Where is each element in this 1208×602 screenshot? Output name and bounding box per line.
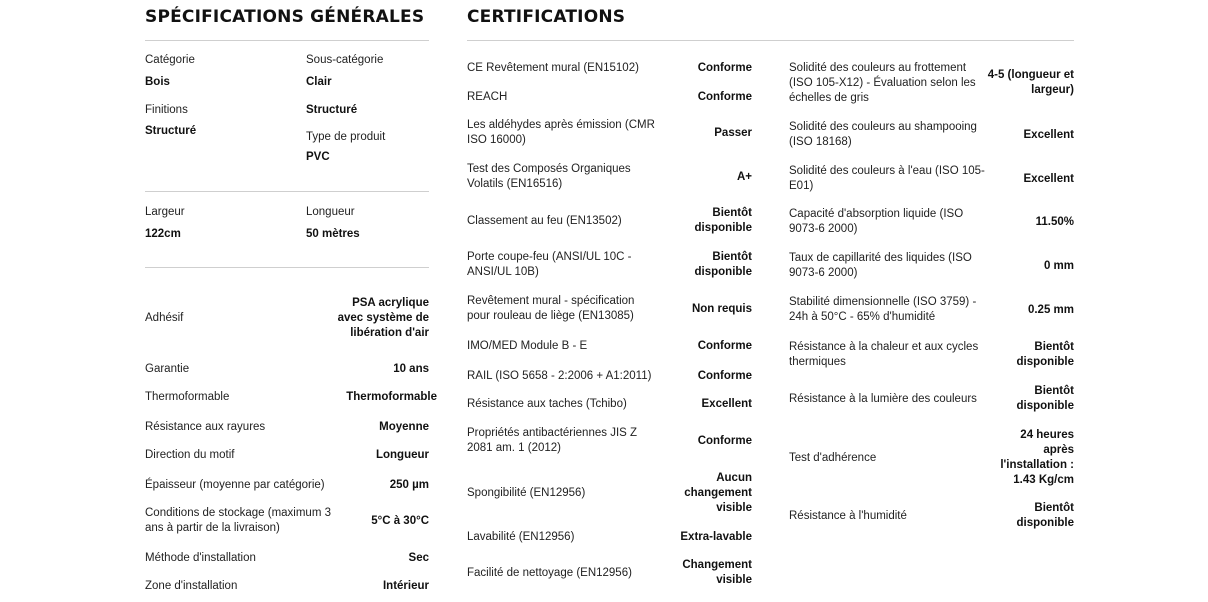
- spec-label: Adhésif: [145, 311, 184, 324]
- cert-label: Résistance aux taches (Tchibo): [467, 397, 627, 410]
- cert-row: [467, 206, 752, 236]
- cert-row: [789, 295, 1074, 325]
- spec-label: Thermoformable: [145, 390, 230, 403]
- divider: [467, 40, 1074, 41]
- cert-label: Test d'adhérence: [789, 451, 877, 464]
- spec-value: Sec: [408, 551, 429, 564]
- cert-label: Porte coupe-feu (ANSI/UL 10C - ANSI/UL 10B): [467, 251, 632, 278]
- divider: [145, 191, 429, 192]
- cert-label: Test des Composés Organiques Volatils (EN16516): [467, 163, 631, 190]
- cert-row: [789, 384, 1074, 414]
- cert-row: [467, 396, 752, 412]
- cert-row: [467, 529, 752, 545]
- spec-value: Longueur: [375, 448, 429, 461]
- cert-label: Résistance à la chaleur et aux cycles thermiques: [789, 341, 979, 368]
- finitions-value-right: Structuré: [306, 104, 358, 116]
- cert-label: Les aldéhydes après émission (CMR ISO 16000): [467, 119, 655, 146]
- spec-label: Épaisseur (moyenne par catégorie): [145, 478, 325, 491]
- cert-row: [467, 338, 752, 354]
- general-specs-title: SPÉCIFICATIONS GÉNÉRALES: [145, 7, 425, 27]
- spec-label: Résistance aux rayures: [145, 420, 266, 433]
- largeur-value: 122cm: [145, 228, 181, 240]
- cert-value: Aucun changement visible: [684, 471, 752, 514]
- cert-row: [467, 368, 752, 384]
- cert-row: [467, 558, 752, 588]
- cert-value: Conforme: [697, 369, 752, 382]
- spec-value: Intérieur: [382, 579, 429, 592]
- cert-label: Facilité de nettoyage (EN12956): [467, 566, 632, 579]
- cert-value: 24 heures après l'installation : 1.43 Kg/cm: [1000, 429, 1074, 486]
- cert-row: [789, 60, 1074, 106]
- type-produit-label: Type de produit: [306, 131, 386, 143]
- categorie-label: Catégorie: [145, 54, 195, 66]
- spec-row-direction: [145, 447, 429, 463]
- cert-value: 0 mm: [1043, 259, 1074, 272]
- cert-value: A+: [736, 170, 752, 183]
- cert-row: [789, 207, 1074, 237]
- largeur-label: Largeur: [145, 206, 185, 218]
- cert-label: REACH: [467, 90, 508, 103]
- divider: [145, 267, 429, 268]
- cert-label: Stabilité dimensionnelle (ISO 3759) - 24h à 50°C - 65% d'humidité: [789, 296, 977, 323]
- cert-value: 11.50%: [1035, 215, 1074, 228]
- cert-label: Taux de capillarité des liquides (ISO 9073-6 2000): [789, 252, 972, 279]
- spec-row-stockage: [145, 506, 429, 536]
- cert-value: Changement visible: [682, 559, 752, 586]
- categorie-value: Bois: [145, 76, 170, 88]
- cert-row: [467, 426, 752, 456]
- cert-label: Classement au feu (EN13502): [467, 214, 622, 227]
- spec-row-epaisseur: [145, 477, 429, 493]
- cert-value: Excellent: [701, 397, 752, 410]
- longueur-label: Longueur: [306, 206, 355, 218]
- cert-value: Extra-lavable: [680, 530, 752, 543]
- cert-value: Bientôt disponible: [1016, 341, 1074, 368]
- cert-label: Propriétés antibactériennes JIS Z 2081 am. 1 (2012): [467, 427, 638, 454]
- cert-row: [789, 120, 1074, 150]
- cert-value: Excellent: [1023, 172, 1074, 185]
- cert-value: Conforme: [697, 61, 752, 74]
- spec-value: 10 ans: [393, 362, 429, 375]
- cert-value: Conforme: [697, 90, 752, 103]
- spec-value: PSA acrylique avec système de libération d'air: [337, 296, 429, 339]
- spec-label: Méthode d'installation: [145, 551, 256, 564]
- cert-row: [467, 294, 752, 324]
- spec-label: Garantie: [145, 362, 190, 375]
- cert-label: Résistance à la lumière des couleurs: [789, 392, 977, 405]
- cert-row: [467, 118, 752, 148]
- spec-value: 5°C à 30°C: [371, 514, 429, 527]
- cert-row: [467, 162, 752, 192]
- cert-row: [467, 470, 752, 516]
- sous-categorie-value: Clair: [306, 76, 332, 88]
- cert-row: [789, 164, 1074, 194]
- cert-value: Bientôt disponible: [694, 207, 752, 234]
- cert-row: [467, 89, 752, 105]
- spec-row-methode: [145, 550, 429, 566]
- finitions-value: Structuré: [145, 125, 197, 137]
- spec-label: Zone d'installation: [145, 579, 238, 592]
- cert-row: [467, 60, 752, 76]
- cert-value: Non requis: [691, 302, 752, 315]
- cert-value: Conforme: [697, 339, 752, 352]
- spec-value: 250 µm: [389, 478, 429, 491]
- cert-label: Résistance à l'humidité: [789, 509, 907, 522]
- cert-value: Bientôt disponible: [1016, 502, 1074, 529]
- cert-row: [789, 340, 1074, 370]
- cert-label: Solidité des couleurs à l'eau (ISO 105-E01): [789, 165, 985, 192]
- divider: [145, 40, 429, 41]
- sous-categorie-label: Sous-catégorie: [306, 54, 384, 66]
- cert-value: 4-5 (longueur et largeur): [987, 69, 1074, 96]
- certifications-title: CERTIFICATIONS: [467, 7, 626, 27]
- spec-value: Thermoformable: [346, 390, 437, 403]
- cert-label: Spongibilité (EN12956): [467, 486, 586, 499]
- type-produit-value: PVC: [306, 151, 330, 163]
- cert-label: IMO/MED Module B - E: [467, 339, 588, 352]
- cert-value: Excellent: [1023, 128, 1074, 141]
- cert-value: Passer: [714, 126, 752, 139]
- cert-row: [467, 250, 752, 280]
- cert-value: Conforme: [697, 434, 752, 447]
- cert-row: [789, 501, 1074, 531]
- cert-label: Solidité des couleurs au frottement (ISO 105-X12) - Évaluation selon les échelles de gris: [789, 61, 976, 104]
- finitions-label: Finitions: [145, 104, 188, 116]
- cert-row: [789, 428, 1074, 488]
- spec-row-thermoformable: [145, 389, 437, 405]
- cert-label: Lavabilité (EN12956): [467, 530, 575, 543]
- longueur-value: 50 mètres: [306, 228, 360, 240]
- cert-value: 0.25 mm: [1027, 303, 1074, 316]
- cert-label: CE Revêtement mural (EN15102): [467, 61, 639, 74]
- cert-value: Bientôt disponible: [694, 251, 752, 278]
- cert-label: Capacité d'absorption liquide (ISO 9073-6 2000): [789, 208, 964, 235]
- spec-value: Moyenne: [379, 420, 429, 433]
- spec-row-adhesif: [145, 288, 429, 348]
- spec-label: Conditions de stockage (maximum 3 ans à partir de la livraison): [145, 507, 331, 534]
- cert-label: Revêtement mural - spécification pour rouleau de liège (EN13085): [467, 295, 635, 322]
- cert-label: Solidité des couleurs au shampooing (ISO 18168): [789, 121, 977, 148]
- spec-label: Direction du motif: [145, 448, 235, 461]
- spec-row-garantie: [145, 361, 429, 377]
- cert-label: RAIL (ISO 5658 - 2:2006 + A1:2011): [467, 369, 652, 382]
- spec-row-rayures: [145, 419, 429, 435]
- cert-row: [789, 251, 1074, 281]
- spec-row-zone: [145, 578, 429, 594]
- cert-value: Bientôt disponible: [1016, 385, 1074, 412]
